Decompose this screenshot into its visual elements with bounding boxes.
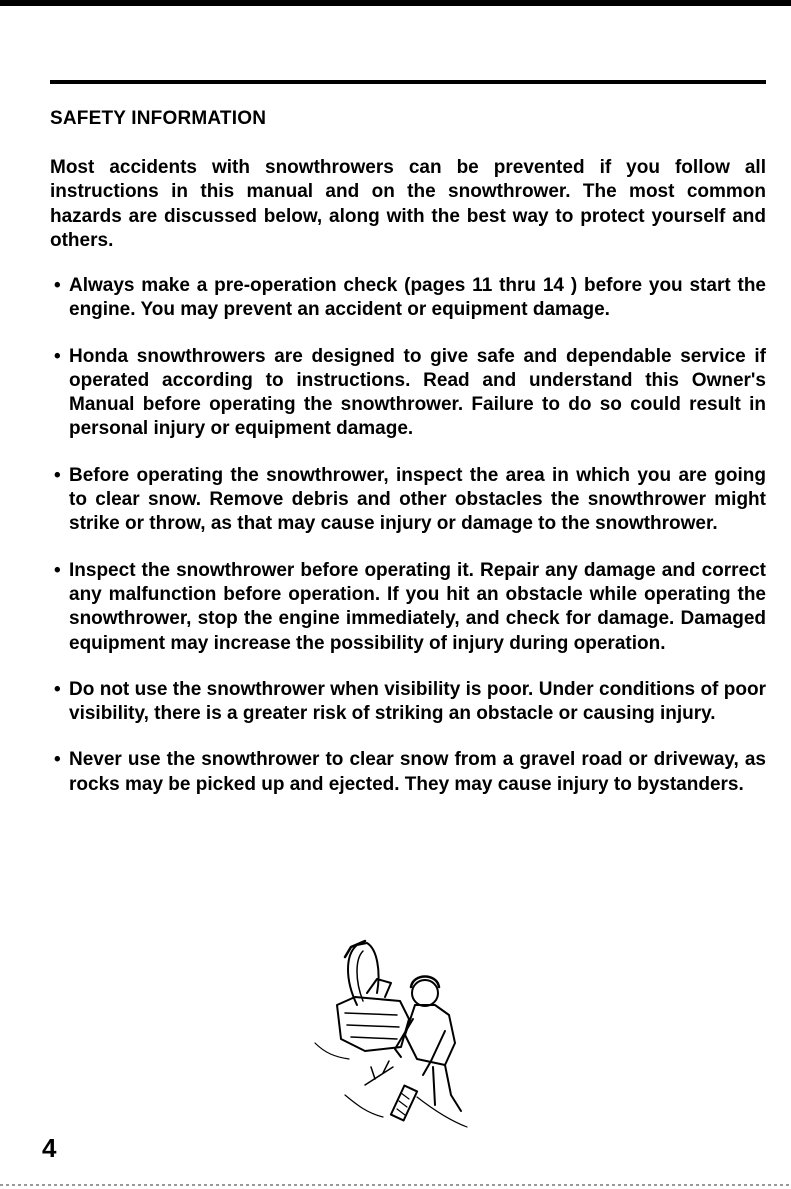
intro-paragraph: Most accidents with snowthrowers can be prevented if you follow all instructions in this manual and on the snowthrower. The most common hazards are discussed below, along with the best way to protect yourself and others. [50,157,766,251]
handle-inner [357,951,363,1001]
page-number: 4 [42,1133,57,1163]
operator-torso [405,1005,455,1065]
bullet-dot-icon: • [54,464,61,486]
bullet-poor-visibility [50,678,766,727]
bullet-text: Do not use the snowthrower when visibility is poor. Under conditions of poor visibility, there is a greater risk of striking an obstacle or causing injury. [69,678,766,725]
bullet-text: Inspect the snowthrower before operating it. Repair any damage and correct any malfunction before operation. If you hit an obstacle while operating the snowthrower, stop the engine immediately, and check for damage. Damaged equipment may increase the possibility of injury during operation. [69,559,766,654]
safety-bullet-list [50,274,766,819]
bullet-text: Never use the snowthrower to clear snow from a gravel road or driveway, as rocks may be picked up and ejected. They may cause injury to bystanders. [69,749,766,795]
bullet-dot-icon: • [54,559,61,581]
debris-block [391,1086,417,1121]
bullet-dot-icon: • [54,678,61,700]
bullet-inspect-area [50,464,766,537]
bullet-read-manual [50,345,766,442]
bullet-dot-icon: • [54,345,61,367]
bullet-gravel-road [50,748,766,797]
bullet-dot-icon: • [54,749,61,771]
stick [365,1061,393,1085]
snow-line-2 [345,1095,383,1117]
operator-legs [433,1065,461,1111]
section-heading: SAFETY INFORMATION [50,108,267,129]
snowthrower-auger [345,1013,399,1039]
bullet-text: Always make a pre-operation check (pages 11 thru 14 ) before you start the engine. You may prevent an accident or equipment damage. [69,275,766,321]
handle-outline [348,943,379,1005]
handle-bar [345,941,365,957]
snow-line-1 [315,1043,349,1059]
snow-line-3 [417,1097,467,1127]
bullet-inspect-snowthrower [50,559,766,656]
snowthrower-operator-illustration [305,935,485,1130]
bottom-edge [0,1184,791,1186]
top-border [0,0,791,6]
bullet-text: Honda snowthrowers are designed to give safe and dependable service if operated according to instructions. Read and understand this Owner's Manual before operating the snowthrower. Failure to do so could result in personal injury or equipment damage. [69,345,766,440]
bullet-text: Before operating the snowthrower, inspect the area in which you are going to clear snow. Remove debris and other obstacles the snowthrower might strike or throw, as that may cause injury or damage to the snowthrower. [69,464,766,535]
bullet-dot-icon: • [54,275,61,296]
bullet-pre-operation-check [50,274,766,323]
operator-head [412,980,438,1006]
section-rule [50,80,766,84]
